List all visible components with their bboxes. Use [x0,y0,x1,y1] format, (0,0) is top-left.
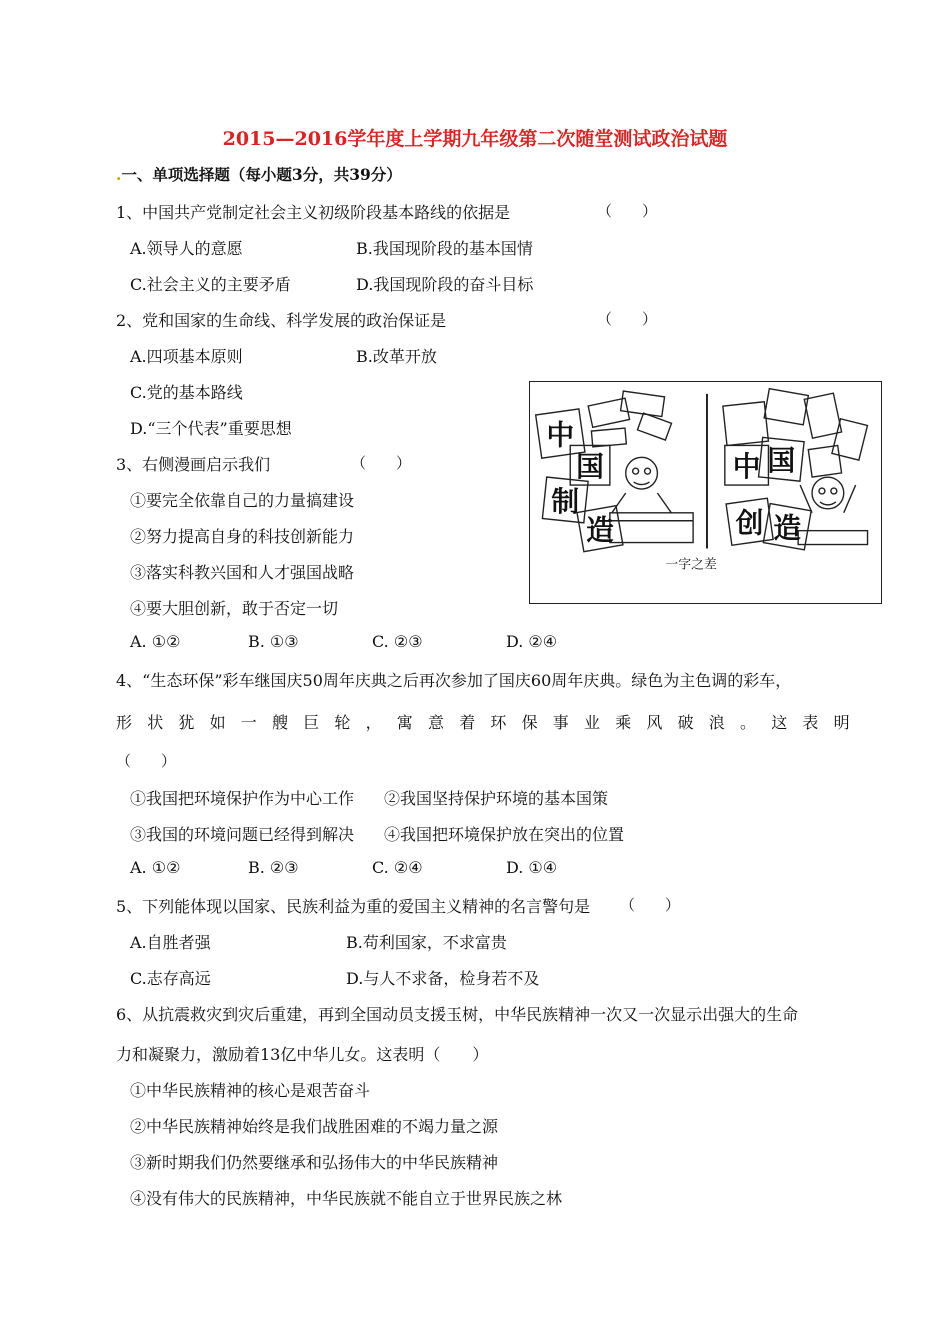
question-5-option-b: B.苟利国家，不求富贵 [346,933,507,952]
question-3-option-d: D. ②④ [506,632,558,651]
comic-illustration [529,381,882,604]
question-4-statement-1: ①我国把环境保护作为中心工作 [130,789,355,808]
section-label: 一、单项选择题（每小题3分，共39分） [121,165,402,184]
comic-right-char-1: 中 [732,450,761,484]
question-6-statement-3: ③新时期我们仍然要继承和弘扬伟大的中华民族精神 [130,1153,499,1172]
question-5-option-a: A.自胜者强 [130,933,211,952]
question-5-stem: 5、下列能体现以国家、民族利益为重的爱国主义精神的名言警句是 [116,897,591,916]
question-2-stem: 2、党和国家的生命线、科学发展的政治保证是 [116,311,447,330]
question-4-statement-4: ④我国把环境保护放在突出的位置 [384,825,625,844]
question-3-answer-paren: （ ） [351,454,412,472]
question-2-option-a: A.四项基本原则 [130,347,243,366]
question-1-option-c: C.社会主义的主要矛盾 [130,275,291,294]
question-1-option-a: A.领导人的意愿 [130,239,243,258]
question-2-option-c: C.党的基本路线 [130,383,243,402]
question-4-answer-paren: （ ） [116,752,177,770]
question-4-statement-2: ②我国坚持保护环境的基本国策 [384,789,609,808]
question-3-statement-4: ④要大胆创新，敢于否定一切 [130,599,339,618]
question-3-option-b: B. ①③ [248,632,299,651]
question-3-statement-2: ②努力提高自身的科技创新能力 [130,527,355,546]
question-3-option-a: A. ①② [130,632,181,651]
question-5-answer-paren: （ ） [620,896,681,914]
question-1-answer-paren: （ ） [597,202,658,220]
comic-right-char-4: 造 [773,511,802,545]
comic-right-char-2: 国 [767,444,796,478]
question-6-line-1: 6、从抗震救灾到灾后重建，再到全国动员支援玉树，中华民族精神一次又一次显示出强大的生命 [116,1005,799,1024]
comic-left-char-2: 国 [576,450,604,484]
question-6-statement-4: ④没有伟大的民族精神，中华民族就不能自立于世界民族之林 [130,1189,563,1208]
question-6-statement-2: ②中华民族精神始终是我们战胜困难的不竭力量之源 [130,1117,499,1136]
question-4-option-c: C. ②④ [372,858,423,877]
comic-left-char-1: 中 [546,418,575,452]
question-3-option-c: C. ②③ [372,632,423,651]
question-5-option-c: C.志存高远 [130,969,211,988]
section-mark: . [116,165,122,184]
question-3-statement-3: ③落实科教兴国和人才强国战略 [130,563,355,582]
question-4-line-2: 形状犹如一艘巨轮，寓意着环保事业乘风破浪。这表明 [116,713,865,732]
question-2-option-d: D.“三个代表”重要思想 [130,419,292,438]
question-4-statement-3: ③我国的环境问题已经得到解决 [130,825,355,844]
question-1-option-d: D.我国现阶段的奋斗目标 [356,275,534,294]
question-6-statement-1: ①中华民族精神的核心是艰苦奋斗 [130,1081,371,1100]
section-heading [116,163,402,185]
question-1-stem: 1、中国共产党制定社会主义初级阶段基本路线的依据是 [116,203,511,222]
question-4-line-1: 4、“生态环保”彩车继国庆50周年庆典之后再次参加了国庆60周年庆典。绿色为主色调的彩车， [116,671,792,690]
question-3-statement-1: ①要完全依靠自己的力量搞建设 [130,491,355,510]
question-4-option-a: A. ①② [130,858,181,877]
question-1-option-b: B.我国现阶段的基本国情 [356,239,533,258]
comic-right-char-3: 创 [735,506,764,540]
page-title: 2015—2016学年度上学期九年级第二次随堂测试政治试题 [222,128,728,150]
comic-left-char-3: 制 [551,484,580,518]
comic-drawing [530,382,881,603]
question-3-stem: 3、右侧漫画启示我们 [116,455,271,474]
question-5-option-d: D.与人不求备，检身若不及 [346,969,540,988]
comic-caption: 一字之差 [665,557,717,573]
question-6-line-2: 力和凝聚力，激励着13亿中华儿女。这表明（ ） [116,1045,489,1064]
comic-left-char-4: 造 [586,513,614,547]
question-2-answer-paren: （ ） [597,310,658,328]
question-2-option-b: B.改革开放 [356,347,437,366]
question-4-option-d: D. ①④ [506,858,558,877]
question-4-option-b: B. ②③ [248,858,299,877]
